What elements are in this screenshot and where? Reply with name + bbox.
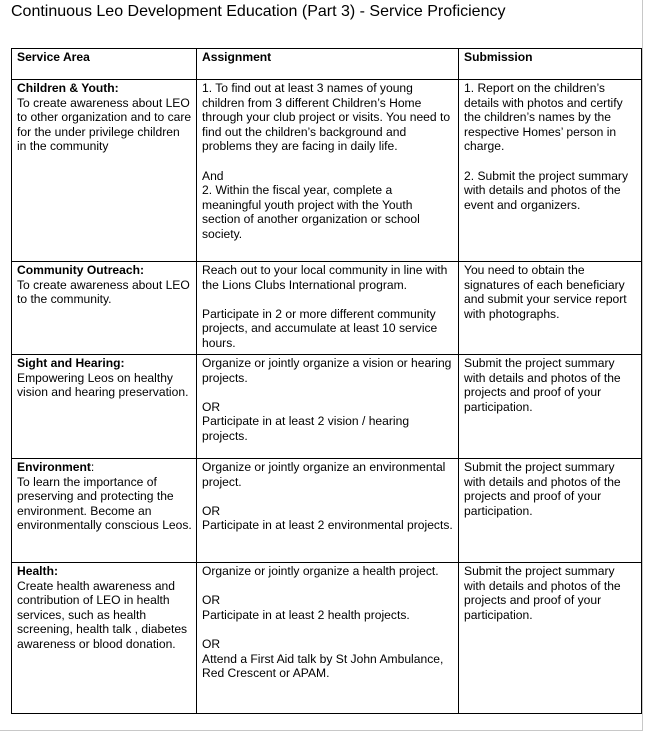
area-name: Children & Youth: — [17, 81, 119, 95]
area-description: Create health awareness and contribution of LEO in health services, such as health screening, health talk , diabetes awareness or blood donation. — [17, 578, 188, 651]
assignment-text: OR — [202, 636, 221, 651]
assignment-text: Reach out to your local community in line with the Lions Clubs International program. — [202, 263, 448, 292]
area-name-wrapper — [17, 460, 192, 475]
submission-cell — [459, 355, 642, 459]
table-row-health — [12, 563, 642, 714]
assignment-text: And — [202, 168, 224, 183]
assignment-cell — [197, 355, 459, 459]
area-name: Health: — [17, 564, 58, 578]
header-assignment: Assignment — [197, 49, 459, 80]
service-area-cell — [12, 563, 197, 714]
table-row-sight-hearing — [12, 355, 642, 459]
assignment-cell — [197, 459, 459, 563]
table-header-row — [12, 49, 642, 80]
submission-cell — [459, 80, 642, 262]
assignment-cell — [197, 262, 459, 355]
area-name-colon: : — [90, 460, 95, 474]
assignment-text: Organize or jointly organize a health project. — [202, 564, 439, 578]
assignment-text: 2. Within the fiscal year, complete a meaningful youth project with the Youth section of another organization or school society. — [202, 183, 420, 241]
submission-cell — [459, 563, 642, 714]
assignment-text: Organize or jointly organize an environmental project. — [202, 460, 446, 489]
submission-text: Submit the project summary with details and photos of the projects and proof of your participation. — [464, 460, 621, 518]
area-description: To create awareness about LEO to other organization and to care for the under privilege children in the community — [17, 95, 192, 154]
header-submission: Submission — [459, 49, 642, 80]
assignment-text: OR — [202, 503, 221, 518]
submission-cell — [459, 459, 642, 563]
document-title: Continuous Leo Development Education (Part 3) - Service Proficiency — [11, 3, 506, 20]
area-name: Sight and Hearing: — [17, 356, 125, 370]
assignment-text: Participate in at least 2 health projects. — [202, 607, 410, 622]
assignment-text: Organize or jointly organize a vision or hearing projects. — [202, 356, 452, 385]
assignment-text: Participate in at least 2 environmental projects. — [202, 518, 453, 533]
assignment-text: Participate in 2 or more different community projects, and accumulate at least 10 service hours. — [202, 306, 438, 350]
service-area-cell — [12, 355, 197, 459]
table-row-children-youth — [12, 80, 642, 262]
submission-text: 2. Submit the project summary with details and photos of the event and organizers. — [464, 168, 628, 212]
submission-text: Submit the project summary with details and photos of the projects and proof of your participation. — [464, 356, 621, 414]
assignment-text: 1. To find out at least 3 names of young children from 3 different Children’s Home through your club project or visits. You need to find out the children’s background and problems they are facing in daily life. — [202, 81, 451, 154]
area-name: Community Outreach: — [17, 263, 144, 277]
assignment-text: OR — [202, 399, 221, 414]
area-name: Environment — [17, 460, 91, 474]
submission-cell — [459, 262, 642, 355]
table-row-environment — [12, 459, 642, 563]
service-area-cell — [12, 459, 197, 563]
submission-text: Submit the project summary with details and photos of the projects and proof of your participation. — [464, 564, 621, 622]
service-area-cell — [12, 262, 197, 355]
assignment-cell — [197, 563, 459, 714]
header-service-area: Service Area — [12, 49, 197, 80]
assignment-cell — [197, 80, 459, 262]
assignment-text: Attend a First Aid talk by St John Ambulance, Red Crescent or APAM. — [202, 651, 444, 681]
table-row-community-outreach — [12, 262, 642, 355]
submission-text: You need to obtain the signatures of each beneficiary and submit your service report with photographs. — [464, 263, 627, 321]
area-description: To learn the importance of preserving and protecting the environment. Become an environmentally conscious Leos. — [17, 474, 192, 533]
area-description: To create awareness about LEO to the community. — [17, 277, 190, 307]
service-proficiency-table — [11, 48, 642, 714]
area-description: Empowering Leos on healthy vision and hearing preservation. — [17, 370, 189, 400]
assignment-text: OR — [202, 593, 221, 608]
submission-text: 1. Report on the children’s details with photos and certify the children’s names by the respective Homes’ person in charge. — [464, 81, 623, 154]
assignment-text: Participate in at least 2 vision / hearing projects. — [202, 414, 410, 443]
service-area-cell — [12, 80, 197, 262]
